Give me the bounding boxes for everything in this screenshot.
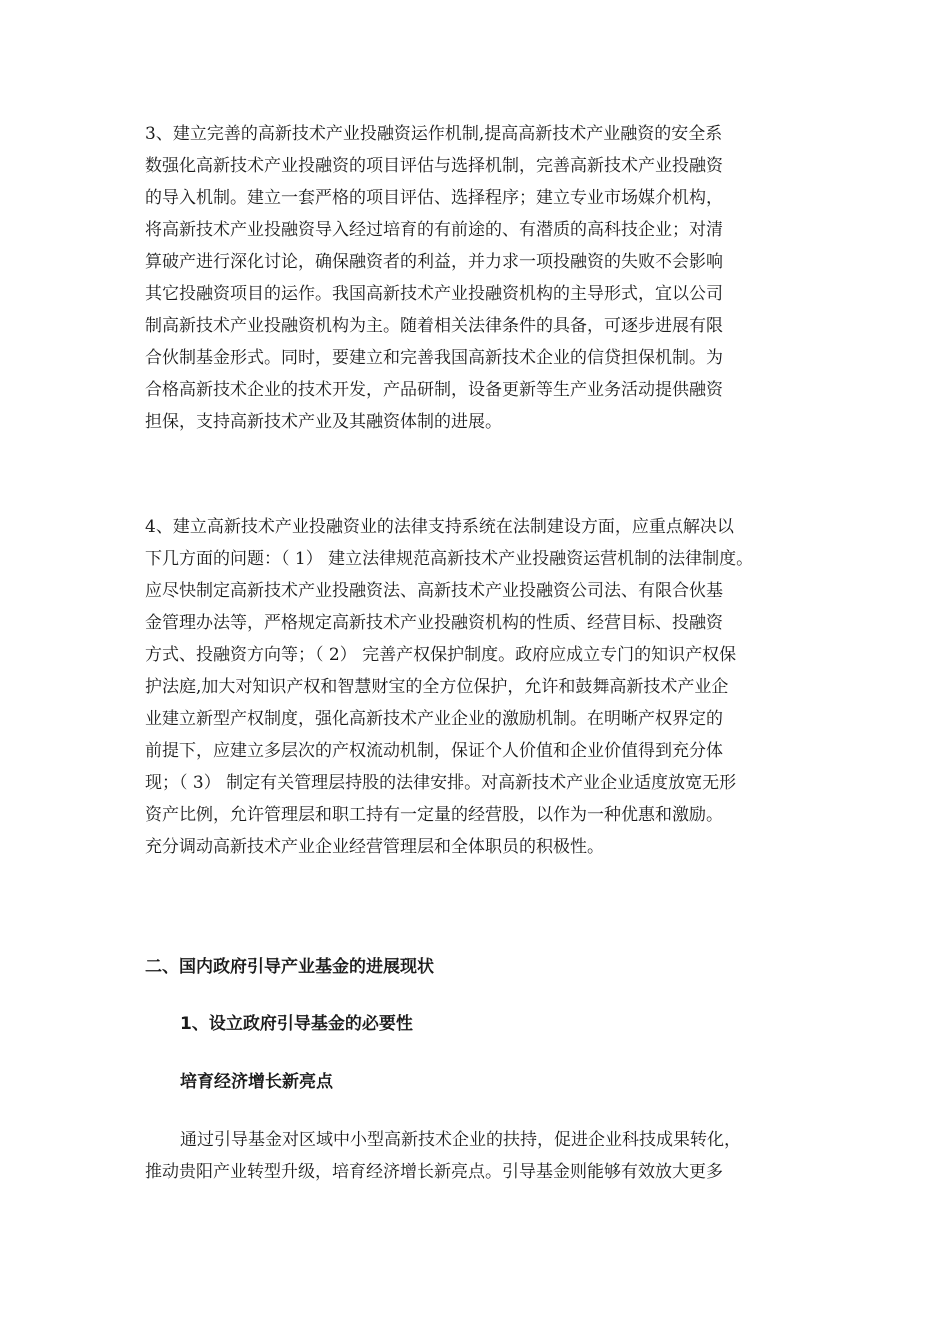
text-line: 下几方面的问题：（ 1） 建立法律规范高新技术产业投融资运营机制的法律制度。 — [145, 549, 754, 569]
paragraph-guide-fund — [145, 1124, 825, 1188]
text-line: 合伙制基金形式。同时，要建立和完善我国高新技术企业的信贷担保机制。为 — [145, 348, 723, 368]
paragraph-3-investment-mechanism — [145, 118, 825, 438]
paragraph-4-legal-support — [145, 511, 825, 863]
text-line: 将高新技术产业投融资导入经过培育的有前途的、有潜质的高科技企业；对清 — [145, 220, 723, 240]
text-line: 金管理办法等，严格规定高新技术产业投融资机构的性质、经营目标、投融资 — [145, 613, 723, 633]
text-line: 现；（ 3） 制定有关管理层持股的法律安排。对高新技术产业企业适度放宽无形 — [145, 773, 737, 793]
text-line: 通过引导基金对区域中小型高新技术企业的扶持，促进企业科技成果转化， — [180, 1130, 741, 1150]
text-line: 推动贵阳产业转型升级，培育经济增长新亮点。引导基金则能够有效放大更多 — [145, 1162, 723, 1182]
text-line: 算破产进行深化讨论，确保融资者的利益，并力求一项投融资的失败不会影响 — [145, 252, 723, 272]
section-heading: 二、国内政府引导产业基金的进展现状 — [145, 957, 434, 977]
text-line: 充分调动高新技术产业企业经营管理层和全体职员的积极性。 — [145, 837, 604, 857]
text-line: 合格高新技术企业的技术开发，产品研制，设备更新等生产业务活动提供融资 — [145, 380, 723, 400]
topic-heading: 培育经济增长新亮点 — [180, 1072, 333, 1092]
text-line: 业建立新型产权制度，强化高新技术产业企业的激励机制。在明晰产权界定的 — [145, 709, 723, 729]
text-line: 方式、投融资方向等；（ 2） 完善产权保护制度。政府应成立专门的知识产权保 — [145, 645, 737, 665]
subsection-heading: 1、设立政府引导基金的必要性 — [180, 1014, 413, 1034]
text-line: 4、建立高新技术产业投融资业的法律支持系统在法制建设方面，应重点解决以 — [145, 517, 734, 537]
text-line: 前提下，应建立多层次的产权流动机制，保证个人价值和企业价值得到充分体 — [145, 741, 723, 761]
text-line: 资产比例，允许管理层和职工持有一定量的经营股，以作为一种优惠和激励。 — [145, 805, 723, 825]
text-line: 数强化高新技术产业投融资的项目评估与选择机制，完善高新技术产业投融资 — [145, 156, 723, 176]
text-line: 应尽快制定高新技术产业投融资法、高新技术产业投融资公司法、有限合伙基 — [145, 581, 723, 601]
text-line: 担保，支持高新技术产业及其融资体制的进展。 — [145, 412, 502, 432]
text-line: 3、建立完善的高新技术产业投融资运作机制,提高高新技术产业融资的安全系 — [145, 124, 723, 144]
text-line: 其它投融资项目的运作。我国高新技术产业投融资机构的主导形式，宜以公司 — [145, 284, 723, 304]
text-line: 护法庭,加大对知识产权和智慧财宝的全方位保护，允许和鼓舞高新技术产业企 — [145, 677, 729, 697]
text-line: 的导入机制。建立一套严格的项目评估、选择程序；建立专业市场媒介机构， — [145, 188, 723, 208]
text-line: 制高新技术产业投融资机构为主。随着相关法律条件的具备，可逐步进展有限 — [145, 316, 723, 336]
